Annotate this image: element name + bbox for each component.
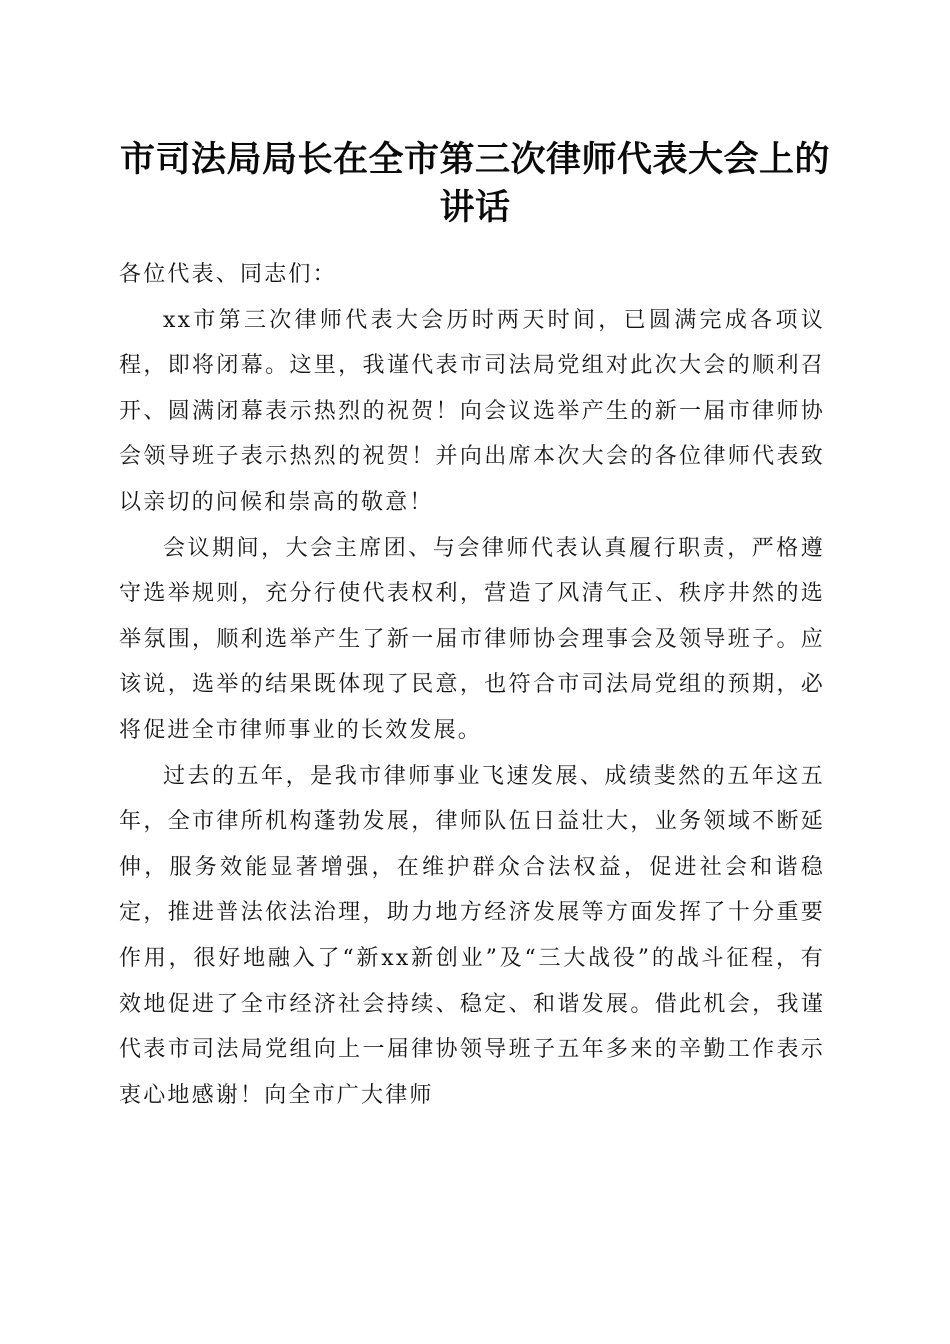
- paragraph-2: 会议期间，大会主席团、与会律师代表认真履行职责，严格遵守选举规则，充分行使代表权利，营造了风清气正、秩序井然的选举氛围，顺利选举产生了新一届市律师协会理事会及领导班子。应该说，选举的结果既体现了民意，也符合市司法局党组的预期，必将促进全市律师事业的长效发展。: [119, 535, 825, 743]
- paragraph-3: 过去的五年，是我市律师事业飞速发展、成绩斐然的五年这五年，全市律所机构蓬勃发展，律师队伍日益壮大，业务领域不断延伸，服务效能显著增强，在维护群众合法权益，促进社会和谐稳定，推进普法依法治理，助力地方经济发展等方面发挥了十分重要作用，很好地融入了“新xx新创业”及“三大战役”的战斗征程，有效地促进了全市经济社会持续、稳定、和谐发展。借此机会，我谨代表市司法局党组向上一届律协领导班子五年多来的辛勤工作表示衷心地感谢！向全市广大律师: [119, 763, 825, 1108]
- salutation: 各位代表、同志们：: [119, 262, 337, 287]
- title-line-2: 讲话: [439, 187, 511, 228]
- document-body: [119, 252, 825, 1118]
- paragraph-1: xx市第三次律师代表大会历时两天时间，已圆满完成各项议程，即将闭幕。这里，我谨代表市司法局党组对此次大会的顺利召开、圆满闭幕表示热烈的祝贺！向会议选举产生的新一届市律师协会领导班子表示热烈的祝贺！并向出席本次大会的各位律师代表致以亲切的问候和崇高的敬意！: [119, 307, 825, 515]
- document-title: [110, 136, 840, 232]
- title-line-1: 市司法局局长在全市第三次律师代表大会上的: [119, 139, 830, 180]
